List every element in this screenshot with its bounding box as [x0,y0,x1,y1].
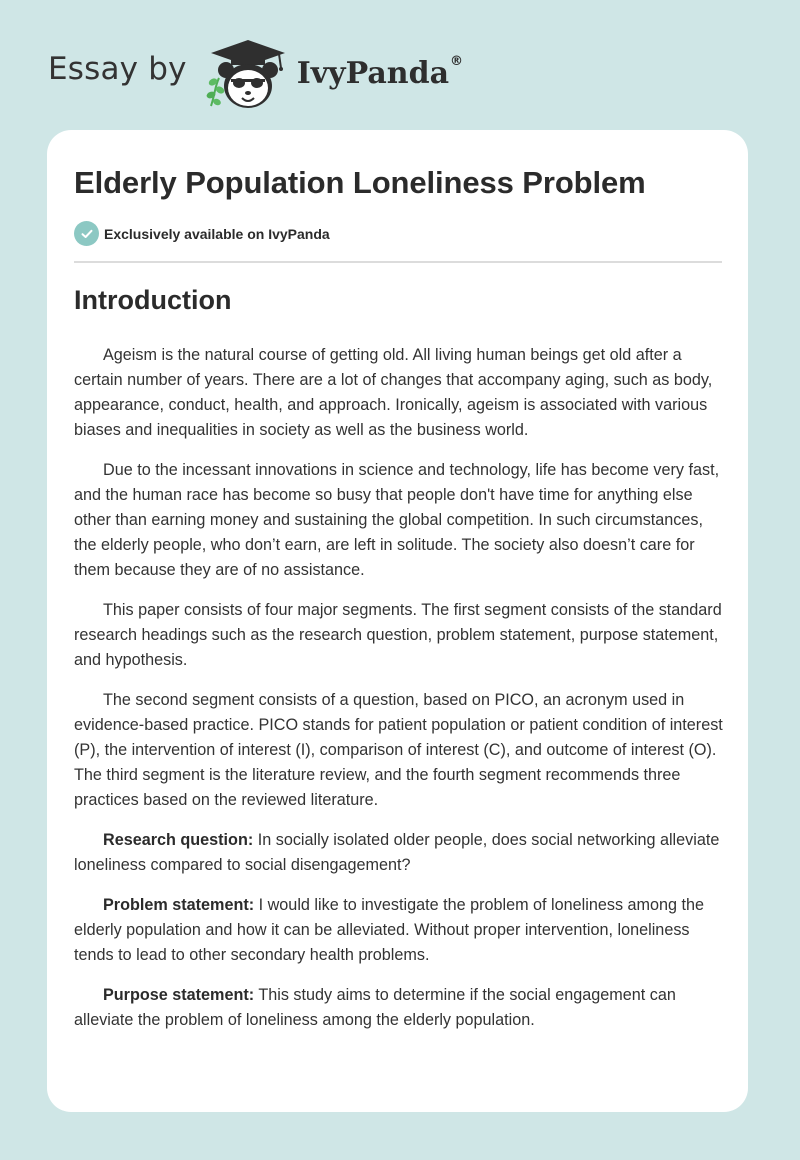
paragraph-text: I would like to investigate the problem of loneliness among the elderly population and how it can be alleviated. Without proper intervention, loneliness tends to lead to other secondary health problems. [74,896,705,964]
purpose-statement-paragraph [74,983,724,1033]
title-divider [74,261,722,263]
paragraph-text: In socially isolated older people, does social networking alleviate loneliness compared to social disengagement? [74,831,720,874]
brand-prefix: Essay by [48,51,187,87]
section-heading: Introduction [74,285,232,315]
paragraph-label: Research question: [103,831,254,849]
check-circle-icon [74,221,99,246]
paragraph: Ageism is the natural course of getting old. All living human beings get old after a certain number of years. There are a lot of changes that accompany aging, such as body, appearance, conduct, health, and approach. Ironically, ageism is associated with various biases and inequalities in society as well as the business world. [74,346,713,439]
paragraph-text: This study aims to determine if the social engagement can alleviate the problem of loneliness among the elderly population. [74,986,676,1029]
badge-text: Exclusively available on IvyPanda [104,225,330,242]
exclusive-badge [74,221,330,246]
essay-body [74,343,724,1048]
research-question-paragraph [74,828,724,878]
panda-graduate-icon [201,36,291,112]
registered-mark: ® [450,53,464,69]
brand-name: IvyPanda® [296,53,464,91]
paragraph-label: Purpose statement: [103,986,255,1004]
paragraph: This paper consists of four major segments. The first segment consists of the standard research headings such as the research question, problem statement, purpose statement, and hypothesis. [74,601,722,669]
paragraph-label: Problem statement: [103,896,255,914]
paragraph: Due to the incessant innovations in science and technology, life has become very fast, and the human race has become so busy that people don't have time for anything else other than earning money and sustaining the global competition. In such circumstances, the elderly people, who don’t earn, are left in solitude. The society also doesn’t care for them because they are of no assistance. [74,461,720,579]
essay-title: Elderly Population Loneliness Problem [74,165,646,200]
essay-card [47,130,748,1112]
problem-statement-paragraph [74,893,724,968]
site-brand[interactable] [48,34,463,114]
paragraph: The second segment consists of a question, based on PICO, an acronym used in evidence-based practice. PICO stands for patient population or patient condition of interest (P), the intervention of interest (I), comparison of interest (C), and outcome of interest (O). The third segment is the literature review, and the fourth segment recommends three practices based on the reviewed literature. [74,691,723,809]
